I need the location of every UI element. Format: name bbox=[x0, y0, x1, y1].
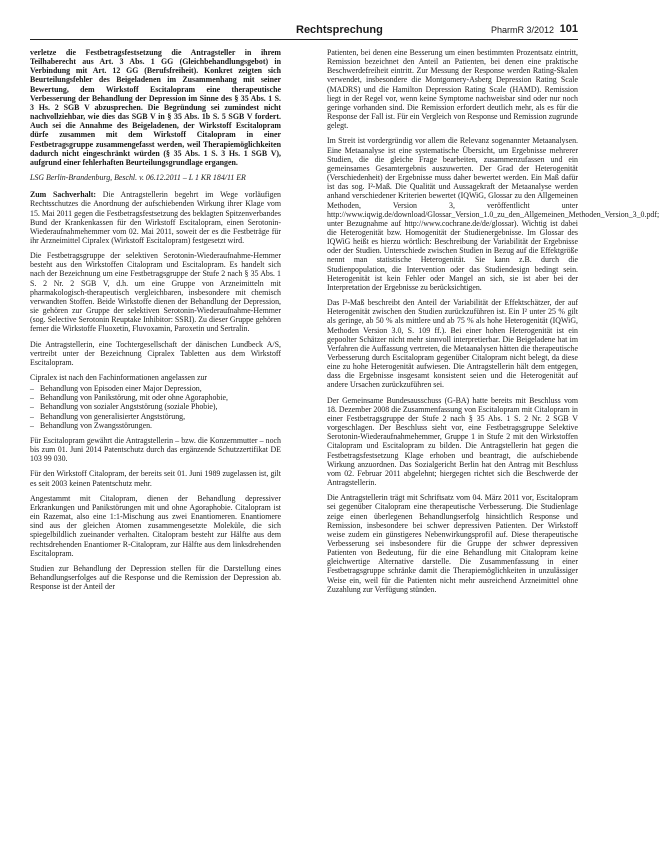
indication-list bbox=[30, 384, 281, 430]
page-number: 101 bbox=[559, 23, 578, 35]
body-paragraph: Die Antragstellerin, eine Tochtergesellschaft der dänischen Lundbeck A/S, vertreibt unter der Bezeichnung Cipralex Tabletten aus dem Wirkstoff Escitalopram. bbox=[30, 339, 281, 367]
right-column bbox=[327, 48, 659, 832]
list-item: – Behandlung von Zwangsstörungen. bbox=[30, 421, 281, 430]
left-column bbox=[30, 48, 281, 832]
body-paragraph: Patienten, bei denen eine Besserung um einen bestimmten Prozentsatz eintritt, Remission bezeichnet den Anteil an Patienten, bei denen eine praktische Beschwerdefreiheit eintritt. Zur Messung der Response werden Rating-Skalen verwendet, insbesondere die Montgomery-Asberg Depression Rating Scale (MADRS) und die Hamilton Depression Rating Scale (HAMD). Remission liegt in der Regel vor, wenn keine Symptome nachweisbar sind oder nur noch geringe vorhanden sind. Die Remission erfordert deutlich mehr, als es für die Response der Fall ist. Für ein Vergleich von Response und Remission zugrunde gelegt. bbox=[327, 48, 578, 131]
list-item: – Behandlung von generalisierter Angststörung, bbox=[30, 412, 281, 421]
body-paragraph: Die Festbetragsgruppe der selektiven Serotonin-Wiederaufnahme-Hemmer besteht aus den Wirkstoffen Citalopram und Escitalopram. Es handelt sich nach der Bezeichnung um eine Festbetragsgruppe der Stufe 2 nach § 35 Abs. 1 S. 2 Nr. 2 SGB V, d.h. um eine Gruppe von Arzneimitteln mit pharmakologisch-therapeutisch vergleichbaren, insbesondere mit chemisch verwandten Stoffen. Beide Wirkstoffe dienen der Behandlung der Depression, sie gehören zur Gruppe der selektiven Serotonin-Wiederaufnahme-Hemmer (sog. Selective Serotonin Reuptake Inhibitor: SSRI). Zu dieser Gruppe gehören ferner die Wirkstoffe Fluoxetin, Fluvoxamin, Paroxetin und Sertralin. bbox=[30, 251, 281, 334]
facts-lead: Zum Sachverhalt: bbox=[30, 190, 96, 200]
body-paragraph: Das I²-Maß beschreibt den Anteil der Variabilität der Effektschätzer, der auf Heterogenität zwischen den Studien zurückzuführen ist. Ein I² unter 25 % gilt als geringe, ab 50 % als mittlere und ab 75 % als hohe Heterogenität (IQWiG, Methoden Version 3.0, S. 109 ff.). Bei einer hohen Heterogenität ist ein gepoolter Schätzer nicht mehr sinnvoll interpretierbar. Die Beigeladene hat im Verfahren die Auffassung vertreten, die Metaanalysen hätten die therapeutische Verbesserung durch Escitalopram gegenüber Citalopram nicht belegt, da diese eine zu hohe Heterogenität aufwiesen. Die Antragstellerin hält dem entgegen, dass die Ergebnisse insgesamt konsistent seien und die Heterogenität auf andere Ursachen zurückzuführen sei. bbox=[327, 298, 578, 390]
body-paragraph: Der Gemeinsame Bundesausschuss (G-BA) hatte bereits mit Beschluss vom 18. Dezember 2008 die Zusammenfassung von Escitalopram mit Citalopram in einer Festbetragsgruppe der Stufe 2 nach § 35 Abs. 1 S. 2 Nr. 2 SGB V vorgeschlagen. Der Beschluss sieht vor, eine Festbetragsgruppe Selektive Serotonin-Wiederaufnahmehemmer, Gruppe 1 in Stufe 2 mit den Wirkstoffen Citalopram und Escitalopram zu bilden. Die Antragstellerin hat gegen die Festbetragsfestsetzung Klage erhoben und beantragt, die aufschiebende Wirkung anzuordnen. Das Sozialgericht Berlin hat den Antrag mit Beschluss vom 02. Februar 2011 abgelehnt; hiergegen richtet sich die Beschwerde der Antragstellerin. bbox=[327, 395, 578, 488]
body-paragraph: Cipralex ist nach den Fachinformationen angelassen zur bbox=[30, 373, 208, 382]
body-paragraph: Für den Wirkstoff Citalopram, der bereits seit 01. Juni 1989 zugelassen ist, gilt es seit 2003 keinen Patentschutz mehr. bbox=[30, 469, 281, 488]
facts-text: Die Antragstellerin begehrt im Wege vorläufigen Rechtsschutzes die Anordnung der aufschiebenden Wirkung ihrer Klage vom 15. Mai 2011 gegen die Festbetragsfestsetzung des beklagten Spitzenverbandes Bund der Krankenkassen für den Wirkstoff Escitalopram, einen Serotonin-Wiederaufnahmehemmer vom 02. Mai 2011, soweit der es die Festbeträge für ihr Arzneimittel Cipralex (Wirkstoff Escitalopram) festgesetzt wird. bbox=[30, 190, 281, 245]
body-paragraph: Für Escitalopram gewährt die Antragstellerin – bzw. die Konzernmutter – noch bis zum 01. Juni 2014 Patentschutz durch das ergänzende Schutzzertifikat DE 103 99 030. bbox=[30, 435, 281, 464]
body-paragraph: Studien zur Behandlung der Depression stellen für die Darstellung eines Behandlungserfolges auf die Response und die Remission der Depression ab. Response ist der Anteil der bbox=[30, 563, 281, 592]
list-item: – Behandlung von Episoden einer Major Depression, bbox=[30, 384, 281, 393]
page-header bbox=[30, 22, 578, 42]
list-item: – Behandlung von sozialer Angststörung (soziale Phobie), bbox=[30, 402, 281, 411]
section-title: Rechtsprechung bbox=[296, 24, 383, 36]
list-item: – Behandlung von Panikstörung, mit oder ohne Agoraphobie, bbox=[30, 393, 281, 402]
facts-paragraph bbox=[30, 190, 281, 245]
header-rule bbox=[30, 39, 578, 40]
guiding-principle-paragraph: verletze die Festbetragsfestsetzung die Antragsteller in ihrem Teilhaberecht aus Art. 3 Abs. 1 GG (Gleichbehandlungsgebot) in Verbindung mit Art. 12 GG (Berufsfreiheit). Konkret zeigten sich Beurteilungsfehler des Beigeladenen im Zusammenhang mit seiner Bewertung, dem Wirkstoff Escitalopram eine therapeutische Verbesserung der Behandlung der Depression im Sinne des § 35 Abs. 1 S. 3 Hs. 2 SGB V abzusprechen. Die Begründung sei zumindest nicht nachvollziehbar, wie dies das SGB V in § 35 Abs. 1b S. 5 SGB V fordert. Auch sei die Annahme des Beigeladenen, der Wirkstoff Escitalopram dürfe zusammen mit dem Wirkstoff Citalopram in einer Festbetragsgruppe zusammengefasst werden, weil Therapiemöglichkeiten dadurch nicht eingeschränkt würden (§ 35 Abs. 1 S. 3 Hs. 1 SGB V), aufgrund einer fehlerhaften Beurteilungsgrundlage ergangen. bbox=[30, 48, 281, 167]
body-paragraph: Im Streit ist vordergründig vor allem die Relevanz sogenannter Metaanalysen. Eine Metaanalyse ist eine systematische Übersicht, um Ergebnisse mehrerer Studien, die die gleiche Frage bearbeiten, zusammenzufassen und ein gemeinsames Gesamtergebnis auszuwerten. Der Grad der Heterogenität (Verschiedenheit) der Ergebnisse muss daher bewertet werden. Ein Maß dafür ist das sog. I²-Maß. Die Qualität und Aussagekraft der Metaanalyse werden anhand verschiedener Kriterien bewertet (IQWiG, Glossar zu den Allgemeinen Methoden, Version 3, veröffentlicht unter http://www.iqwig.de/download/Glossar_Version_1.0_zu_den_Allgemeinen_Methoden_Version_3_0.pdf; unter Bezugnahme auf http://www.cochrane.de/de/glossar). Wichtig ist dabei die Heterogenität bzw. Homogenität der Studienergebnisse. Im Glossar des IQWiG heißt es hierzu wörtlich: Beschreibung der Variabilität der Ergebnisse oder der Studien. Unterschiede zwischen Studien in Bezug auf die Effektgröße nennt man statistische Heterogenität. Sie kann z.B. durch die Studienpopulation, die Intervention oder das Studiendesign bedingt sein. Heterogenität ist kein Fehler oder Mangel an sich, sie ist aber bei der Interpretation der Ergebnisse zu berücksichtigen. bbox=[327, 136, 659, 292]
body-paragraph: Die Antragstellerin trägt mit Schriftsatz vom 04. März 2011 vor, Escitalopram sei gegenüber Citalopram eine therapeutische Verbesserung. Die Studienlage zeige einen überlegenen Behandlungserfolg hinsichtlich Response und Remission, insbesondere bei schwer depressiven Patienten. Der Wirkstoff weise zudem ein günstigeres Nebenwirkungsprofil auf. Diese therapeutische Verbesserung sei insbesondere für die Gruppe der schwer depressiven Patienten von Bedeutung, für die eine Behandlung mit Citalopram keine gleichwertige Alternative darstelle. Die Zusammenfassung in einer Festbetragsgruppe schränke damit die Therapiemöglichkeiten in unzulässiger Weise ein, weil für die Patienten nicht mehr ausreichend Arzneimittel ohne Zuzahlung zur Verfügung stünden. bbox=[327, 493, 578, 594]
body-paragraph: Angestammt mit Citalopram, dienen der Behandlung depressiver Erkrankungen und Panikstörungen mit und ohne Agoraphobie. Citalopram ist ein Razemat, also eine 1:1-Mischung aus zwei Enantiomeren. Enantiomere sind aus der gleichen Atomen zusammengesetzte Moleküle, die sich spiegelbildlich zueinander verhalten. Citalopram besteht zur Hälfte aus dem rechtsdrehenden Enantiomer R-Citalopram, zur Hälfte aus dem linksdrehenden Escitalopram. bbox=[30, 493, 281, 558]
journal-issue: PharmR 3/2012 bbox=[490, 25, 554, 35]
court-citation: LSG Berlin-Brandenburg, Beschl. v. 06.12.2011 – L 1 KR 184/11 ER bbox=[30, 173, 246, 183]
